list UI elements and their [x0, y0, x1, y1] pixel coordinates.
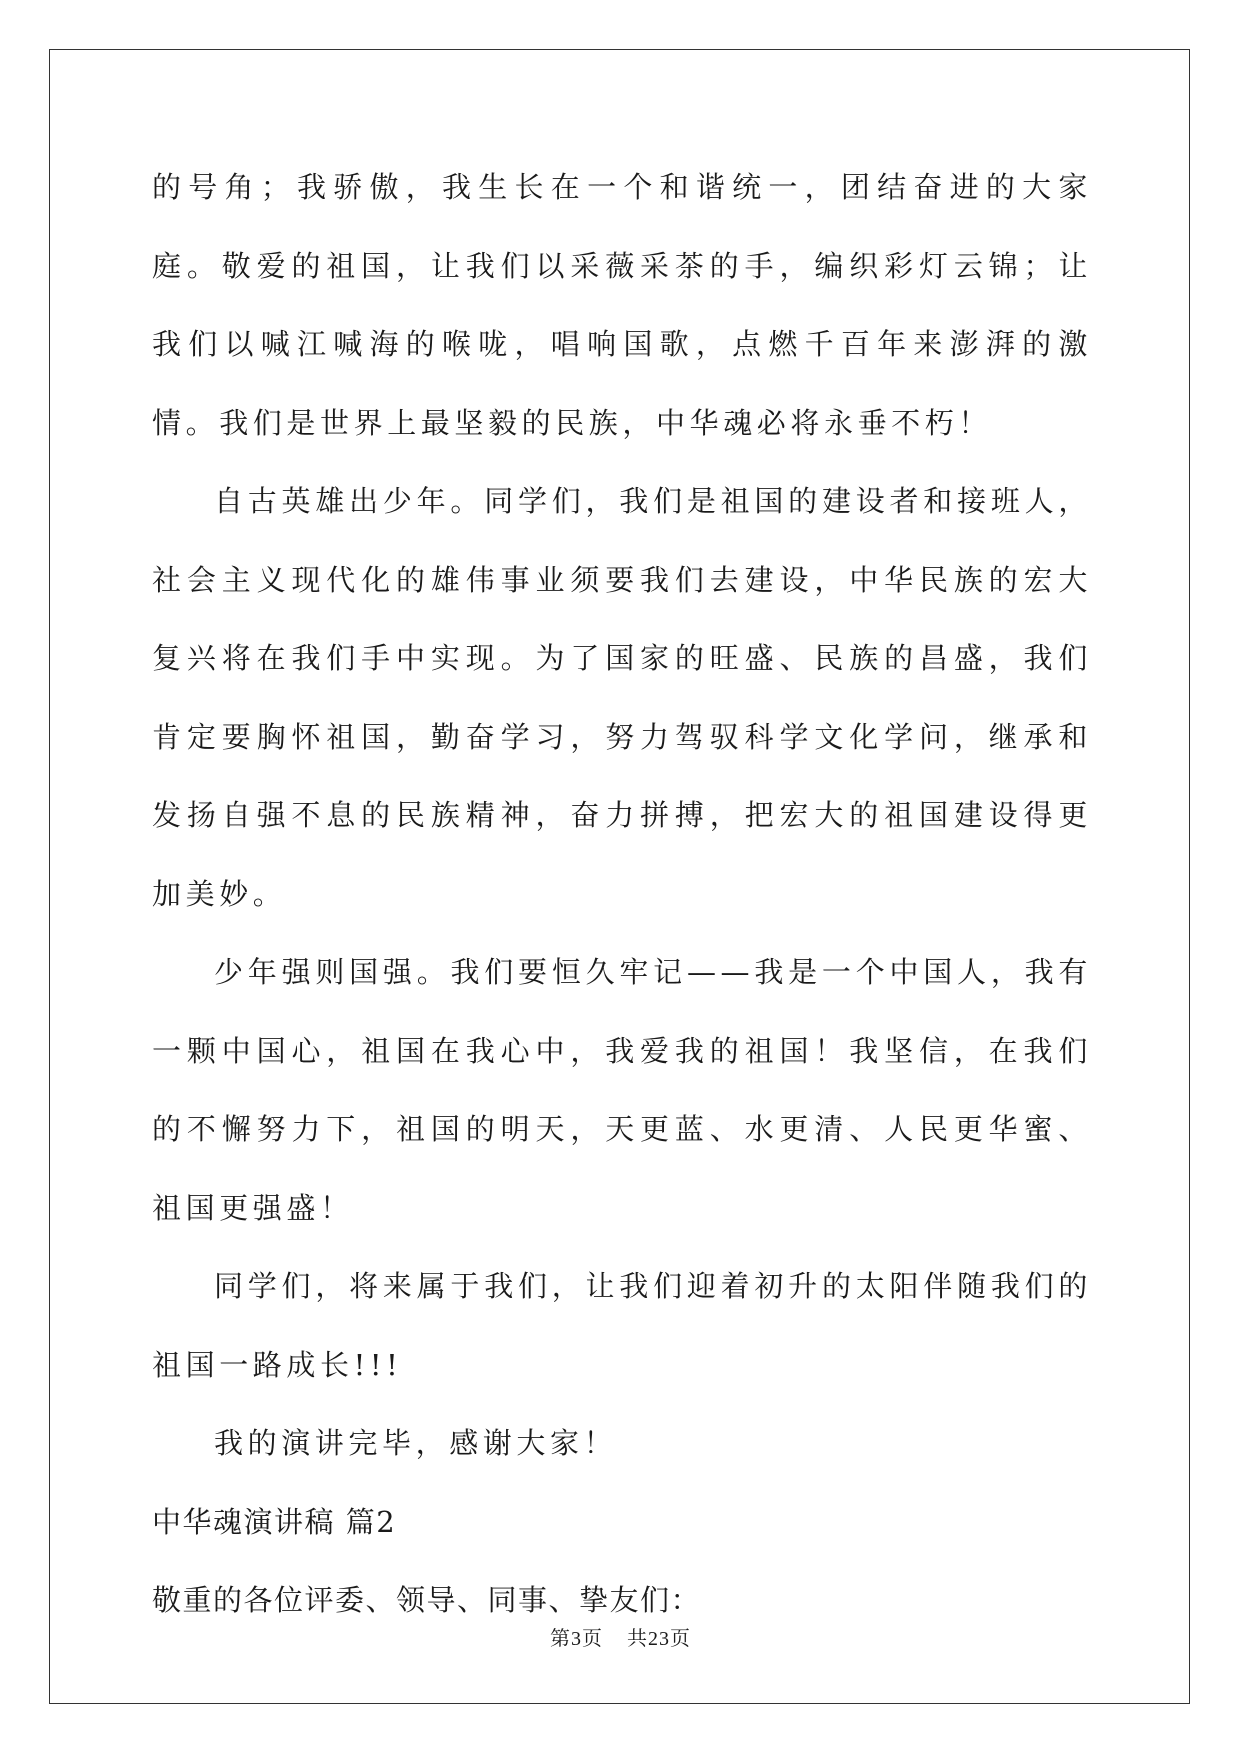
- document-body: [152, 148, 1092, 1640]
- paragraph-3: 少年强则国强。我们要恒久牢记——我是一个中国人，我有一颗中国心，祖国在我心中，我爱我的祖国！我坚信，在我们的不懈努力下，祖国的明天，天更蓝、水更清、人民更华蜜、祖国更强盛！: [152, 955, 1092, 1225]
- section-heading: 中华魂演讲稿 篇2: [152, 1504, 397, 1539]
- paragraph-4: 同学们，将来属于我们，让我们迎着初升的太阳伴随我们的祖国一路成长!!!: [152, 1269, 1092, 1382]
- paragraph-1: 的号角；我骄傲，我生长在一个和谐统一，团结奋进的大家庭。敬爱的祖国，让我们以采薇采茶的手，编织彩灯云锦；让我们以喊江喊海的喉咙，唱响国歌，点燃千百年来澎湃的激情。我们是世界上最坚毅的民族，中华魂必将永垂不朽！: [152, 170, 1092, 440]
- page-footer: [0, 1622, 1241, 1651]
- page-number: 第3页: [550, 1628, 603, 1650]
- paragraph-5: 我的演讲完毕，感谢大家！: [214, 1426, 618, 1460]
- page-total: 共23页: [627, 1628, 691, 1650]
- paragraph-2: 自古英雄出少年。同学们，我们是祖国的建设者和接班人，社会主义现代化的雄伟事业须要我们去建设，中华民族的宏大复兴将在我们手中实现。为了国家的旺盛、民族的昌盛，我们肯定要胸怀祖国，勤奋学习，努力驾驭科学文化学问，继承和发扬自强不息的民族精神，奋力拼搏，把宏大的祖国建设得更加美妙。: [152, 484, 1092, 911]
- salutation: 敬重的各位评委、领导、同事、挚友们：: [152, 1583, 702, 1617]
